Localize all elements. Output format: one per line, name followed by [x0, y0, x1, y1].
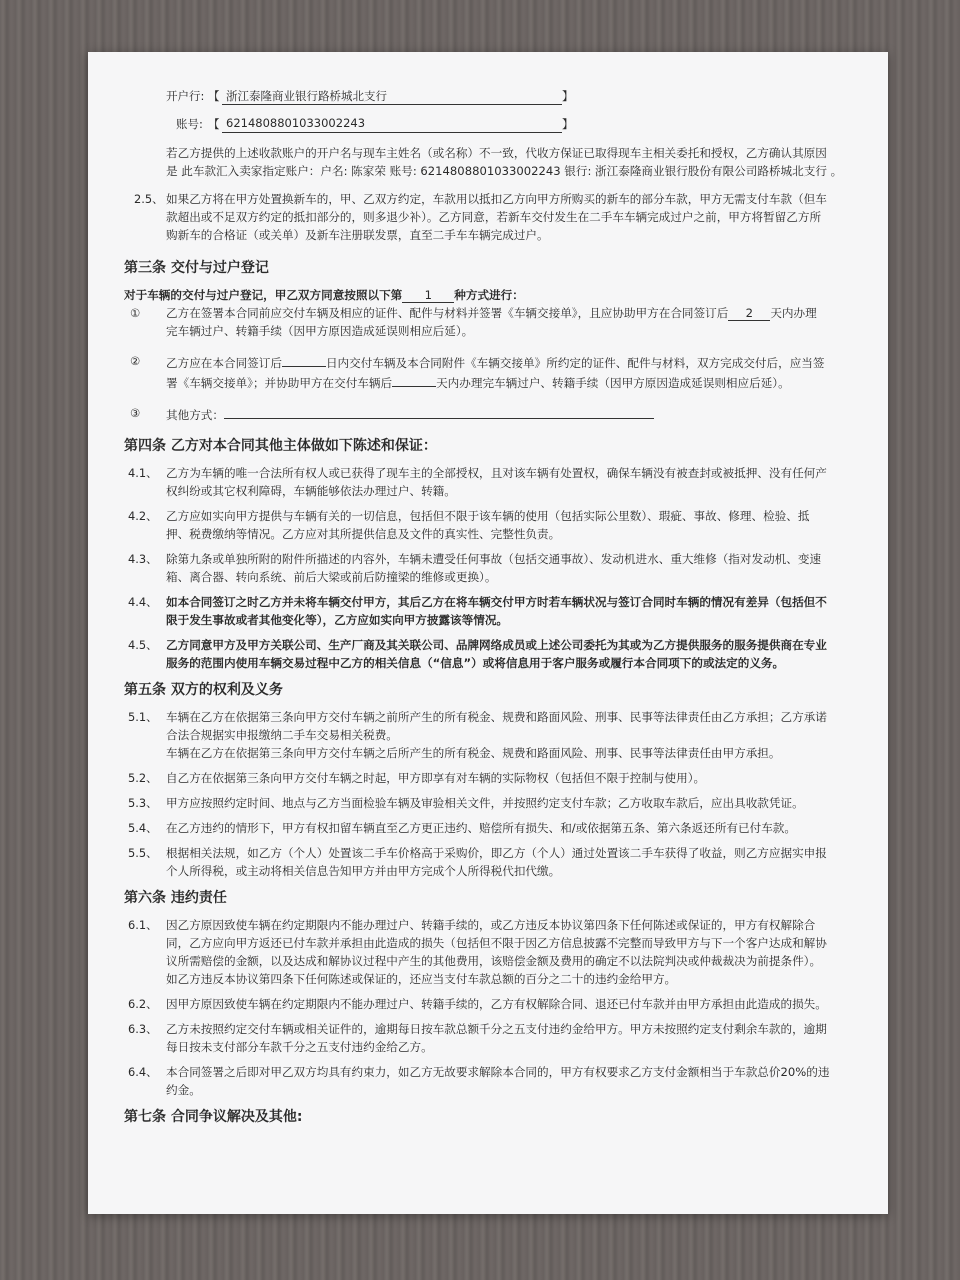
notice-line: 若乙方提供的上述收款账户的开户名与现车主姓名（或名称）不一致，代收方保证已取得现车主相关委托和授权，乙方确认其原因 — [166, 146, 827, 160]
bracket-open: 【 — [208, 117, 220, 131]
account-number-value: 6214808801033002243 — [226, 116, 366, 130]
option-text: 乙方在签署本合同前应交付车辆及相应的证件、配件与材料并签署《车辆交接单》，且应协助甲方在合同签订后 — [166, 306, 729, 320]
clause-line: 因甲方原因致使车辆在约定期限内不能办理过户、转籍手续的，乙方有权解除合同、退还已付车款并由甲方承担由此造成的损失。 — [166, 997, 827, 1011]
clause-2-5 — [124, 190, 864, 244]
option-3 — [124, 404, 864, 424]
clause-item — [124, 794, 864, 812]
contract-content — [124, 82, 864, 1127]
option-number: ③ — [130, 406, 141, 420]
option-number: ② — [130, 354, 141, 368]
clause-line: 车辆在乙方在依据第三条向甲方交付车辆之后所产生的所有税金、规费和路面风险、刑事、民事等法律责任由甲方承担。 — [166, 746, 781, 760]
clause-item — [124, 593, 864, 629]
clause-number: 5.5、 — [128, 846, 158, 860]
clause-line: 自乙方在依据第三条向甲方交付车辆之时起，甲方即享有对车辆的实际物权（包括但不限于控制与使用）。 — [166, 771, 706, 785]
clause-line: 因乙方原因致使车辆在约定期限内不能办理过户、转籍手续的，或乙方违反本协议第四条下任何陈述或保证的，甲方有权解除合 — [166, 918, 816, 932]
clause-number: 4.4、 — [128, 595, 158, 609]
clause-line: 押、税费缴纳等情况。乙方应对其所提供信息及文件的真实性、完整性负责。 — [166, 527, 561, 541]
clause-line: 议所需赔偿的金额，以及达成和解协议过程中产生的其他费用，该赔偿金额及费用的确定不以法院判决或仲裁裁决为前提条件）。 — [166, 954, 822, 968]
clause-line: 权纠纷或其它权利障碍，车辆能够依法办理过户、转籍。 — [166, 484, 456, 498]
bracket-close: 】 — [562, 117, 574, 131]
clause-line: 个人所得税，或主动将相关信息告知甲方并由甲方完成个人所得税代扣代缴。 — [166, 864, 561, 878]
clause-item — [124, 636, 864, 672]
account-number-label: 账号: — [176, 117, 203, 131]
section-3-intro — [124, 286, 864, 304]
clause-item — [124, 769, 864, 787]
intro-before: 对于车辆的交付与过户登记，甲乙双方同意按照以下第 — [124, 288, 403, 302]
bank-value: 浙江泰隆商业银行路桥城北支行 — [226, 89, 387, 103]
section-4-items — [124, 464, 864, 672]
method-number-field: 1 — [402, 288, 454, 303]
section-4-title: 第四条 乙方对本合同其他主体做如下陈述和保证： — [124, 438, 437, 454]
clause-line: 乙方为车辆的唯一合法所有权人或已获得了现车主的全部授权，且对该车辆有处置权，确保车辆没有被查封或被抵押、没有任何产 — [166, 466, 827, 480]
account-number-underline — [222, 132, 562, 133]
clause-item — [124, 995, 864, 1013]
option-number: ① — [130, 306, 141, 320]
clause-item — [124, 550, 864, 586]
clause-number: 5.3、 — [128, 796, 158, 810]
option-text: 乙方应在本合同签订后 — [166, 356, 282, 370]
transfer-days-field: 2 — [728, 306, 770, 321]
clause-line: 如果乙方将在甲方处置换新车的，甲、乙双方约定，车款用以抵扣乙方向甲方所购买的新车的部分车款，甲方无需支付车款（但车 — [166, 192, 827, 206]
clause-line: 除第九条或单独所附的附件所描述的内容外，车辆未遭受任何事故（包括交通事故）、发动机进水、重大维修（指对发动机、变速 — [166, 552, 822, 566]
clause-number: 5.1、 — [128, 710, 158, 724]
option-text: 天内办理 — [770, 306, 817, 320]
bank-label: 开户行: — [166, 89, 205, 103]
clause-item — [124, 916, 864, 988]
clause-number: 4.3、 — [128, 552, 158, 566]
clause-item — [124, 507, 864, 543]
clause-line: 同，乙方应向甲方返还已付车款并承担由此造成的损失（包括但不限于因乙方信息披露不完整而导致甲方与下一个客户达成和解协 — [166, 936, 827, 950]
clause-line: 如乙方违反本协议第四条下任何陈述或保证的，还应当支付车款总额的百分之二十的违约金给甲方。 — [166, 972, 677, 986]
clause-item — [124, 708, 864, 762]
clause-item — [124, 844, 864, 880]
clause-line: 乙方应如实向甲方提供与车辆有关的一切信息，包括但不限于该车辆的使用（包括实际公里数）、瑕疵、事故、修理、检验、抵 — [166, 509, 810, 523]
section-3-title: 第三条 交付与过户登记 — [124, 260, 269, 276]
clause-number: 2.5、 — [134, 192, 164, 206]
section-5-items — [124, 708, 864, 880]
bank-row — [124, 82, 864, 108]
clause-line: 甲方应按照约定时间、地点与乙方当面检验车辆及审验相关文件，并按照约定支付车款；乙方收取车款后，应出具收款凭证。 — [166, 796, 804, 810]
option-line: 完车辆过户、转籍手续（因甲方原因造成延误则相应后延）。 — [166, 324, 474, 338]
clause-item — [124, 1020, 864, 1056]
clause-line: 如本合同签订之时乙方并未将车辆交付甲方，其后乙方在将车辆交付甲方时若车辆状况与签订合同时车辆的情况有差异（包括但不 — [166, 595, 827, 609]
clause-line: 乙方同意甲方及甲方关联公司、生产厂商及其关联公司、品牌网络成员或上述公司委托为其或为乙方提供服务的服务提供商在专业 — [166, 638, 827, 652]
clause-number: 6.2、 — [128, 997, 158, 1011]
clause-number: 4.1、 — [128, 466, 158, 480]
clause-line: 约金。 — [166, 1083, 201, 1097]
clause-line: 款超出或不足双方约定的抵扣部分的，则多退少补）。乙方同意，若新车交付发生在二手车车辆完成过户之前，甲方将暂留乙方所 — [166, 210, 822, 224]
option-text: 天内办理完车辆过户、转籍手续（因甲方原因造成延误则相应后延）。 — [436, 376, 790, 390]
delivery-days-field — [282, 352, 326, 367]
clause-line: 本合同签署之后即对甲乙双方均具有约束力，如乙方无故要求解除本合同的，甲方有权要求乙方支付金额相当于车款总价20%的违 — [166, 1065, 830, 1079]
section-6-title: 第六条 违约责任 — [124, 890, 227, 906]
clause-item — [124, 819, 864, 837]
option-line — [166, 304, 864, 322]
section-5-title: 第五条 双方的权利及义务 — [124, 682, 283, 698]
clause-line: 乙方未按照约定交付车辆或相关证件的，逾期每日按车款总额千分之五支付违约金给甲方。甲方未按照约定支付剩余车款的，逾期 — [166, 1022, 827, 1036]
clause-line: 限于发生事故或者其他变化等），乙方应如实向甲方披露该等情况。 — [166, 613, 509, 627]
option-line — [166, 372, 864, 392]
account-notice — [124, 144, 864, 180]
option-text: 其他方式： — [166, 408, 224, 422]
notice-line: 是 此车款汇入卖家指定账户：户名: 陈家荣 账号: 6214808801033002243 银行: 浙江泰隆商业银行股份有限公司路桥城北支行 。 — [166, 164, 843, 178]
clause-line: 车辆在乙方在依据第三条向甲方交付车辆之前所产生的所有税金、规费和路面风险、刑事、民事等法律责任由乙方承担；乙方承诺 — [166, 710, 827, 724]
clause-number: 6.4、 — [128, 1065, 158, 1079]
section-6-items — [124, 916, 864, 1099]
clause-line: 箱、离合器、转向系统、前后大梁或前后防撞梁的维修或更换）。 — [166, 570, 497, 584]
bracket-close: 】 — [562, 89, 574, 103]
clause-number: 5.2、 — [128, 771, 158, 785]
clause-item — [124, 464, 864, 500]
contract-page — [88, 52, 888, 1214]
clause-line: 服务的范围内使用车辆交易过程中乙方的相关信息（“信息”）或将信息用于客户服务或履行本合同项下的或法定的义务。 — [166, 656, 785, 670]
option-2 — [124, 352, 864, 392]
clause-number: 4.2、 — [128, 509, 158, 523]
transfer-days-field-2 — [392, 372, 436, 387]
account-number-row — [124, 110, 864, 136]
bracket-open: 【 — [208, 89, 220, 103]
intro-after: 种方式进行： — [454, 288, 524, 302]
option-text: 署《车辆交接单》；并协助甲方在交付车辆后 — [166, 376, 393, 390]
clause-line: 根据相关法规，如乙方（个人）处置该二手车价格高于采购价，即乙方（个人）通过处置该二手车获得了收益，则乙方应据实申报 — [166, 846, 827, 860]
other-method-field — [224, 404, 654, 419]
clause-number: 6.1、 — [128, 918, 158, 932]
option-text: 日内交付车辆及本合同附件《车辆交接单》所约定的证件、配件与材料，双方完成交付后，应当签 — [325, 356, 825, 370]
clause-line: 每日按未支付部分车款千分之五支付违约金给乙方。 — [166, 1040, 433, 1054]
clause-number: 4.5、 — [128, 638, 158, 652]
bank-underline — [222, 104, 562, 105]
section-7-title: 第七条 合同争议解决及其他: — [124, 1109, 303, 1125]
clause-line: 合法合规据实申报缴纳二手车交易相关税费。 — [166, 728, 398, 742]
clause-item — [124, 1063, 864, 1099]
clause-line: 在乙方违约的情形下，甲方有权扣留车辆直至乙方更正违约、赔偿所有损失、和/或依据第五条、第六条返还所有已付车款。 — [166, 821, 796, 835]
clause-number: 6.3、 — [128, 1022, 158, 1036]
clause-number: 5.4、 — [128, 821, 158, 835]
option-line — [166, 404, 864, 424]
clause-line: 购新车的合格证（或关单）及新车注册联发票，直至二手车车辆完成过户。 — [166, 228, 549, 242]
option-1 — [124, 304, 864, 340]
option-line — [166, 352, 864, 372]
